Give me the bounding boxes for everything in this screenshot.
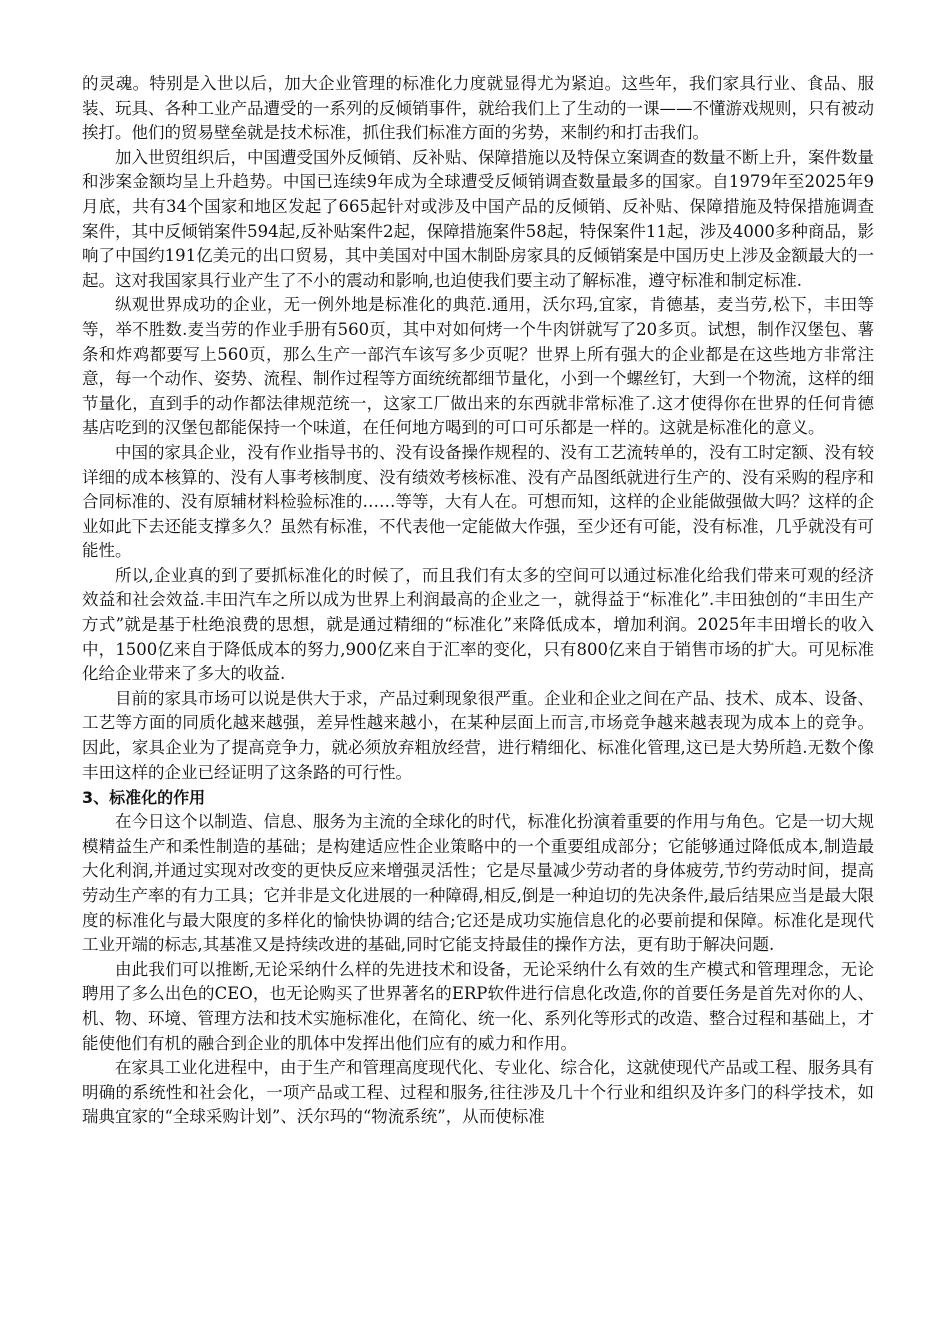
section-heading: 3、标准化的作用 [82, 788, 206, 808]
paragraph-inference: 由此我们可以推断,无论采纳什么样的先进技术和设备，无论采纳什么有效的生产模式和管理理念，无论聘用了多么出色的CEO，也无论购买了世界著名的ERP软件进行信息化改造,你的首要任务是首先对你的人、机、物、环境、管理方法和技术实施标准化，在简化、统一化、系列化等形式的改造、整合过程和基础上，才能使他们有机的融合到企业的肌体中发挥出他们应有的威力和作用。 [82, 959, 874, 1053]
paragraph-market-situation: 目前的家具市场可以说是供大于求，产品过剩现象很严重。企业和企业之间在产品、技术、成本、设备、工艺等方面的同质化越来越强，差异性越来越小，在某种层面上而言,市场竞争越来越表现为成本上的竞争。因此，家具企业为了提高竞争力，就必须放弃粗放经营，进行精细化、标准化管理,这已是大势所趋.无数个像丰田这样的企业已经证明了这条路的可行性。 [82, 688, 874, 782]
paragraph-successful-enterprises: 纵观世界成功的企业，无一例外地是标准化的典范.通用，沃尔玛,宜家，肯德基，麦当劳,松下，丰田等等，举不胜数.麦当劳的作业手册有560页，其中对如何烤一个牛肉饼就写了20多页。试想，制作汉堡包、薯条和炸鸡都要写上560页，那么生产一部汽车该写多少页呢？世界上所有强大的企业都是在这些地方非常注意，每一个动作、姿势、流程、制作过程等方面统统都细节量化，小到一个螺丝钉，大到一个物流，这样的细节量化，直到手的动作都法律规范统一，这家工厂做出来的东西就非常标准了.这才使得你在世界的任何肯德基店吃到的汉堡包都能保持一个味道，在任何地方喝到的可口可乐都是一样的。这就是标准化的意义。 [82, 295, 874, 438]
paragraph-role-of-standardization: 在今日这个以制造、信息、服务为主流的全球化的时代，标准化扮演着重要的作用与角色。它是一切大规模精益生产和柔性制造的基础；是构建适应性企业策略中的一个重要组成部分；它能够通过降低成本,制造最大化利润,并通过实现对改变的更快反应来增强灵活性；它是尽量减少劳动者的身体疲劳,节约劳动时间，提高劳动生产率的有力工具；它并非是文化进展的一种障碍,相反,倒是一种迫切的先决条件,最后结果应当是最大限度的标准化与最大限度的多样化的愉快协调的结合;它还是成功实施信息化的必要前提和保障。标准化是现代工业开端的标志,其基准又是持续改进的基础,同时它能支持最佳的操作方法，更有助于解决问题. [82, 812, 874, 955]
paragraph-anti-dumping: 加入世贸组织后，中国遭受国外反倾销、反补贴、保障措施以及特保立案调查的数量不断上升，案件数量和涉案金额均呈上升趋势。中国已连续9年成为全球遭受反倾销调查数量最多的国家。自1979年至2025年9月底，共有34个国家和地区发起了665起针对或涉及中国产品的反倾销、反补贴、保障措施及特保措施调查案件，其中反倾销案件594起,反补贴案件2起，保障措施案件58起，特保案件11起，涉及4000多种商品，影响了中国约191亿美元的出口贸易，其中美国对中国木制卧房家具的反倾销案是中国历史上涉及金额最大的一起。这对我国家具行业产生了不小的震动和影响,也迫使我们要主动了解标准，遵守标准和制定标准. [82, 147, 874, 290]
paragraph-industrialization: 在家具工业化进程中，由于生产和管理高度现代化、专业化、综合化，这就使现代产品或工程、服务具有明确的系统性和社会化，一项产品或工程、过程和服务,往往涉及几十个行业和组织及许多门的科学技术，如瑞典宜家的“全球采购计划”、沃尔玛的“物流系统”，从而使标准 [82, 1058, 874, 1127]
paragraph-chinese-furniture-enterprises: 中国的家具企业，没有作业指导书的、没有设备操作规程的、没有工艺流转单的，没有工时定额、没有较详细的成本核算的、没有人事考核制度、没有绩效考核标准、没有产品图纸就进行生产的、没有采购的程序和合同标准的、没有原辅材料检验标准的……等等，大有人在。可想而知，这样的企业能做强做大吗？这样的企业如此下去还能支撑多久？虽然有标准，不代表他一定能做大作强，至少还有可能，没有标准，几乎就没有可能性。 [82, 442, 874, 561]
paragraph-continuation: 的灵魂。特别是入世以后，加大企业管理的标准化力度就显得尤为紧迫。这些年，我们家具行业、食品、服装、玩具、各种工业产品遭受的一系列的反倾销事件，就给我们上了生动的一课——不懂游戏规则，只有被动挨打。他们的贸易壁垒就是技术标准，抓住我们标准方面的劣势，来制约和打击我们。 [82, 74, 874, 143]
paragraph-toyota-example: 所以,企业真的到了要抓标准化的时候了，而且我们有太多的空间可以通过标准化给我们带来可观的经济效益和社会效益.丰田汽车之所以成为世界上利润最高的企业之一，就得益于“标准化”.丰田独创的“丰田生产方式”就是基于杜绝浪费的思想，就是通过精细的“标准化”来降低成本，增加利润。2025年丰田增长的收入中，1500亿来自于降低成本的努力,900亿来自于汇率的变化，只有800亿来自于销售市场的扩大。可见标准化给企业带来了多大的收益. [82, 565, 874, 684]
